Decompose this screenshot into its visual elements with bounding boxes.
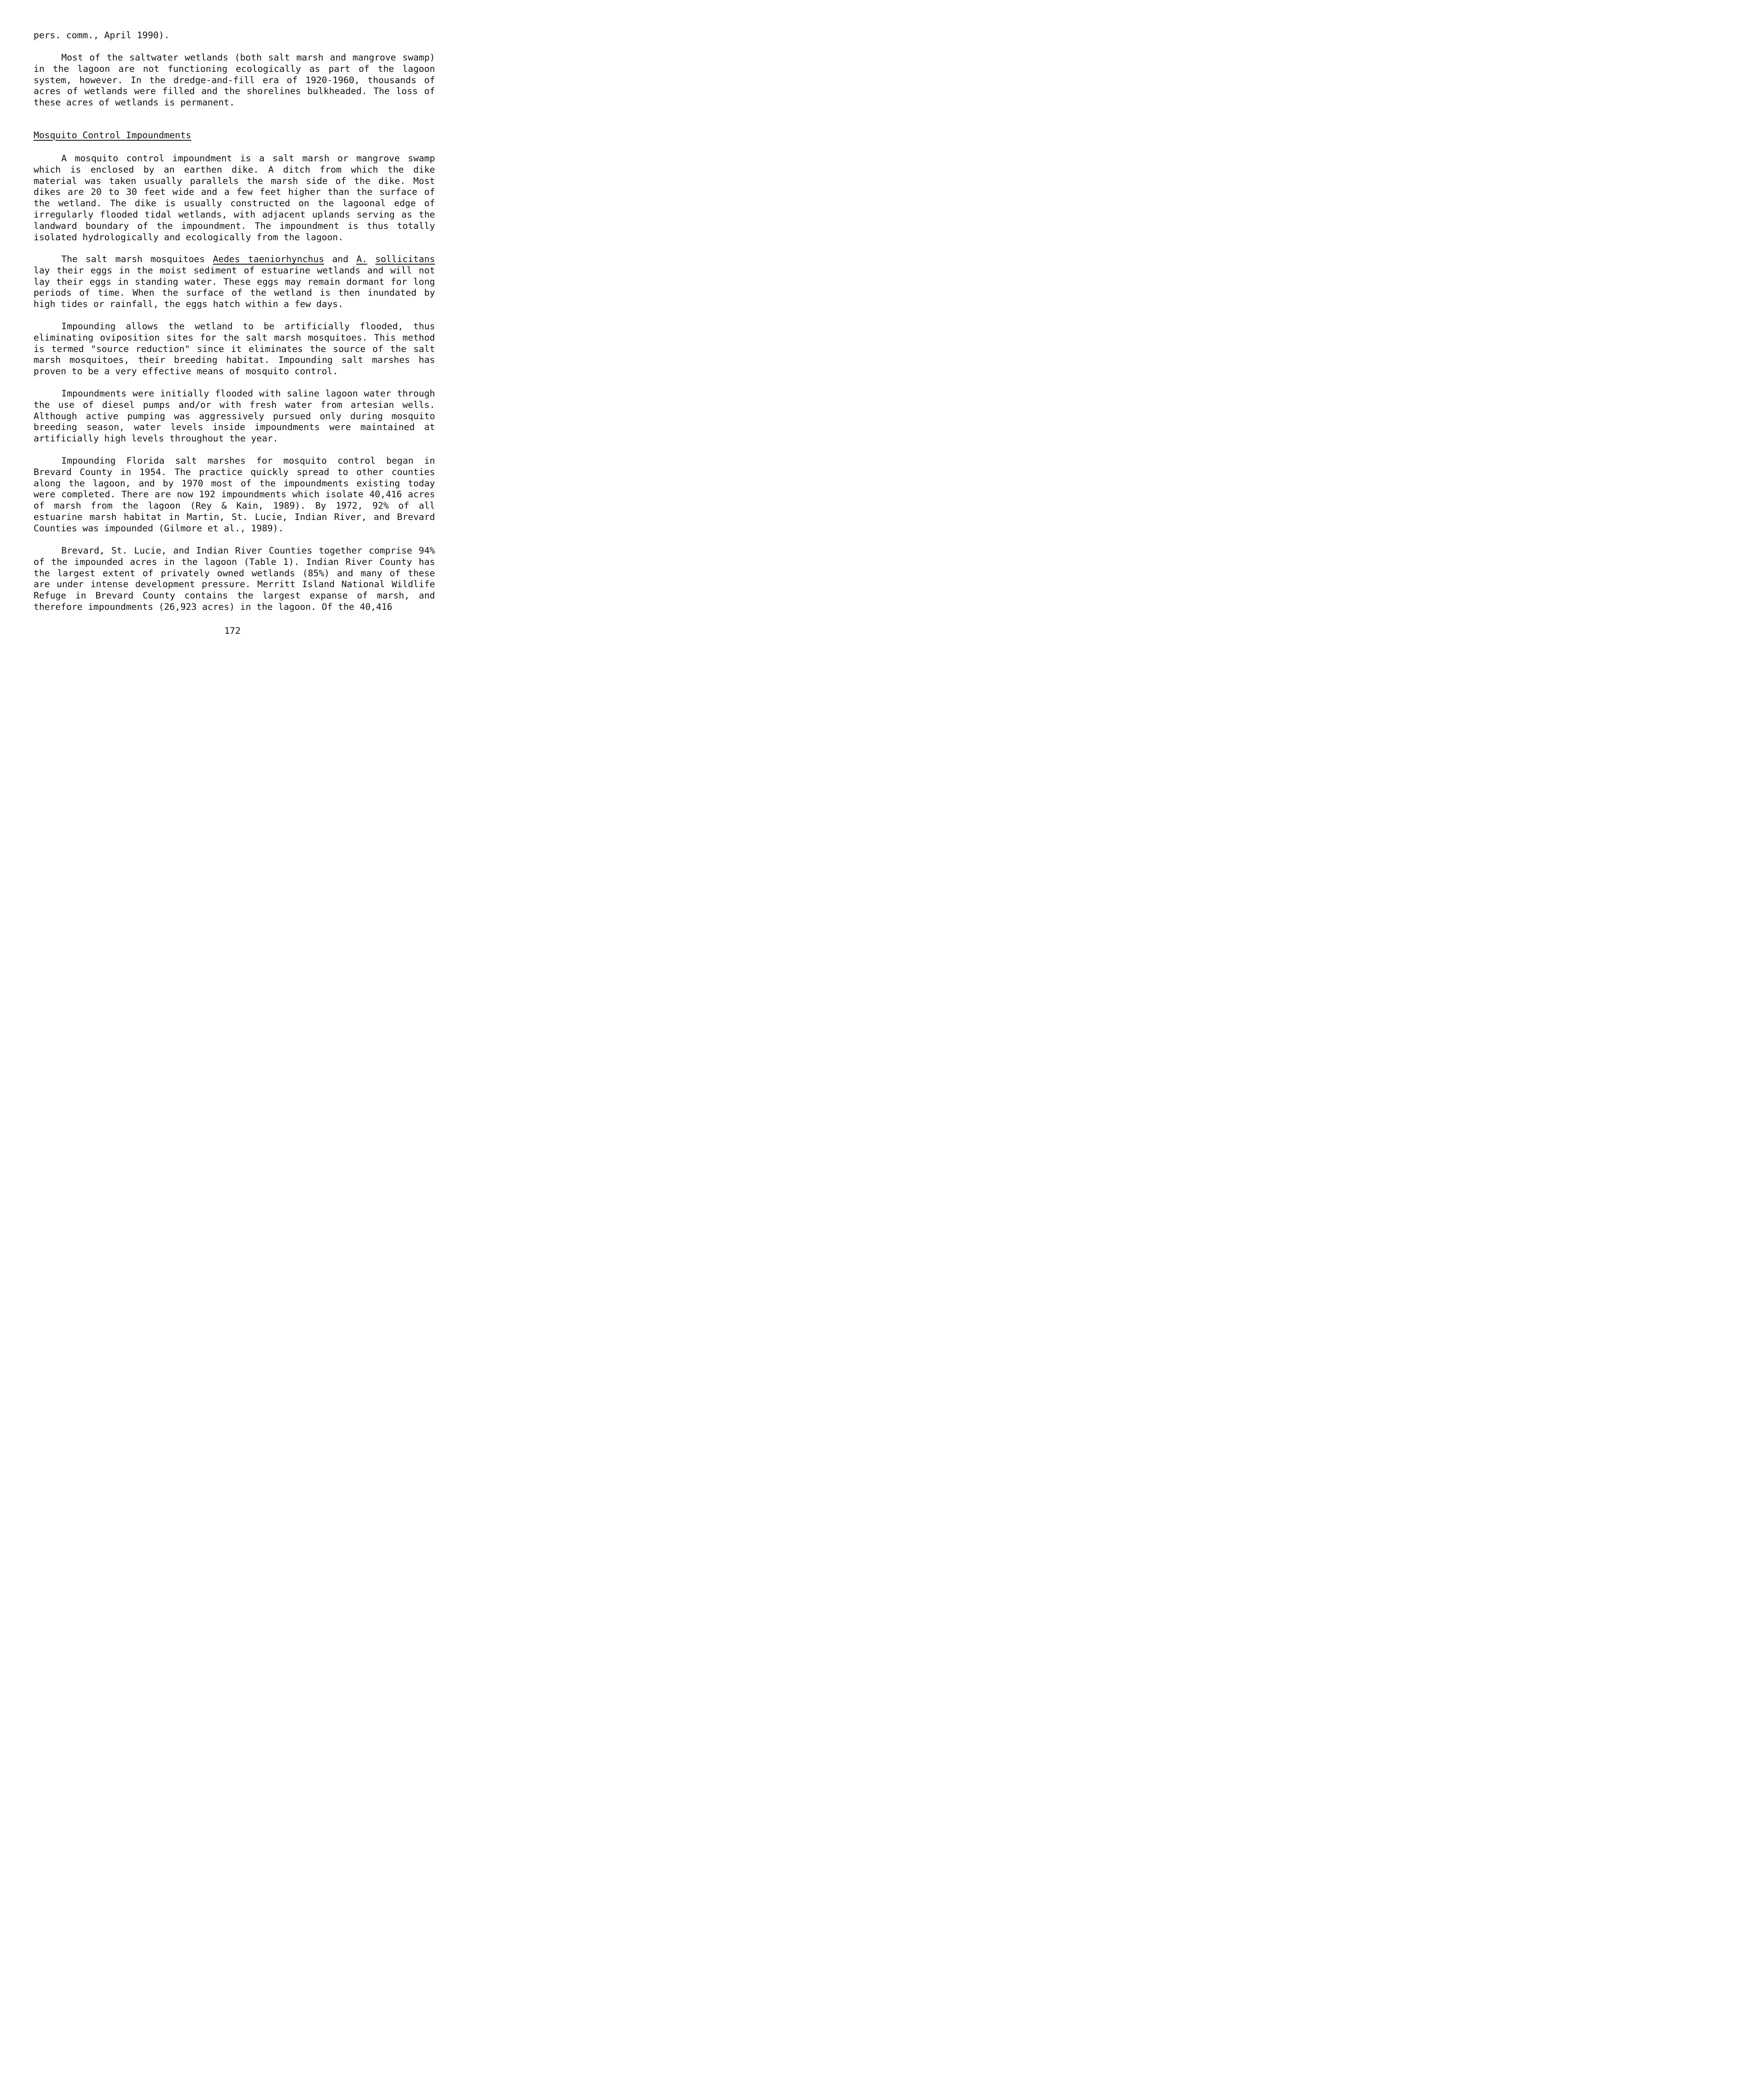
paragraph-flooding: Impoundments were initially flooded with saline lagoon water through the use of diesel pumps and/or with fresh water from artesian wells. Although active pumping was aggressively pursued only during mosquito breeding season, water levels inside impoundments were maintained at artificially high levels throughout the year. — [34, 388, 435, 444]
mosquitoes-text-3 — [367, 254, 375, 265]
paragraph-definition: A mosquito control impoundment is a salt marsh or mangrove swamp which is enclosed by an earthen dike. A ditch from which the dike material was taken usually parallels the marsh side of the dike. Most dikes are 20 to 30 feet wide and a few feet higher than the surface of the wetland. The dike is usually constructed on the lagoonal edge of irregularly flooded tidal wetlands, with adjacent uplands serving as the landward boundary of the impoundment. The impoundment is thus totally isolated hydrologically and ecologically from the lagoon. — [34, 153, 435, 243]
paragraph-history: Impounding Florida salt marshes for mosquito control began in Brevard County in 1954. The practice quickly spread to other counties along the lagoon, and by 1970 most of the impoundments existing today were completed. There are now 192 impoundments which isolate 40,416 acres of marsh from the lagoon (Rey & Kain, 1989). By 1972, 92% of all estuarine marsh habitat in Martin, St. Lucie, Indian River, and Brevard Counties was impounded (Gilmore et al., 1989). — [34, 456, 435, 534]
paragraph-impounding: Impounding allows the wetland to be artificially flooded, thus eliminating oviposition sites for the salt marsh mosquitoes. This method is termed "source reduction" since it eliminates the source of the salt marsh mosquitoes, their breeding habitat. Impounding salt marshes has proven to be a very effective means of mosquito control. — [34, 321, 435, 377]
paragraph-mosquitoes — [34, 254, 435, 310]
paragraph-wetlands: Most of the saltwater wetlands (both salt marsh and mangrove swamp) in the lagoon are not functioning ecologically as part of the lagoon system, however. In the dredge-and-fill era of 1920-1960, thousands of acres of wetlands were filled and the shorelines bulkheaded. The loss of these acres of wetlands is permanent. — [34, 52, 435, 108]
document-page — [0, 0, 465, 659]
page-number: 172 — [224, 626, 241, 636]
mosquitoes-text-1: The salt marsh mosquitoes — [61, 254, 213, 265]
mosquitoes-text-4: lay their eggs in the moist sediment of estuarine wetlands and will not lay their eggs in standing water. These eggs may remain dormant for long periods of time. When the surface of the wetland is then inundated by high tides or rainfall, the eggs hatch within a few days. — [34, 265, 435, 310]
species-genus-abbrev: A. — [356, 254, 367, 265]
continuation-line: pers. comm., April 1990). — [34, 30, 170, 41]
paragraph-counties: Brevard, St. Lucie, and Indian River Counties together comprise 94% of the impounded acres in the lagoon (Table 1). Indian River County has the largest extent of privately owned wetlands (85%) and many of these are under intense development pressure. Merritt Island National Wildlife Refuge in Brevard County contains the largest expanse of marsh, and therefore impoundments (26,923 acres) in the lagoon. Of the 40,416 — [34, 546, 435, 612]
section-heading: Mosquito Control Impoundments — [34, 130, 191, 141]
mosquitoes-text-2: and — [324, 254, 357, 265]
species-name-sollicitans: sollicitans — [375, 254, 435, 265]
species-name-aedes: Aedes taeniorhynchus — [212, 254, 324, 265]
